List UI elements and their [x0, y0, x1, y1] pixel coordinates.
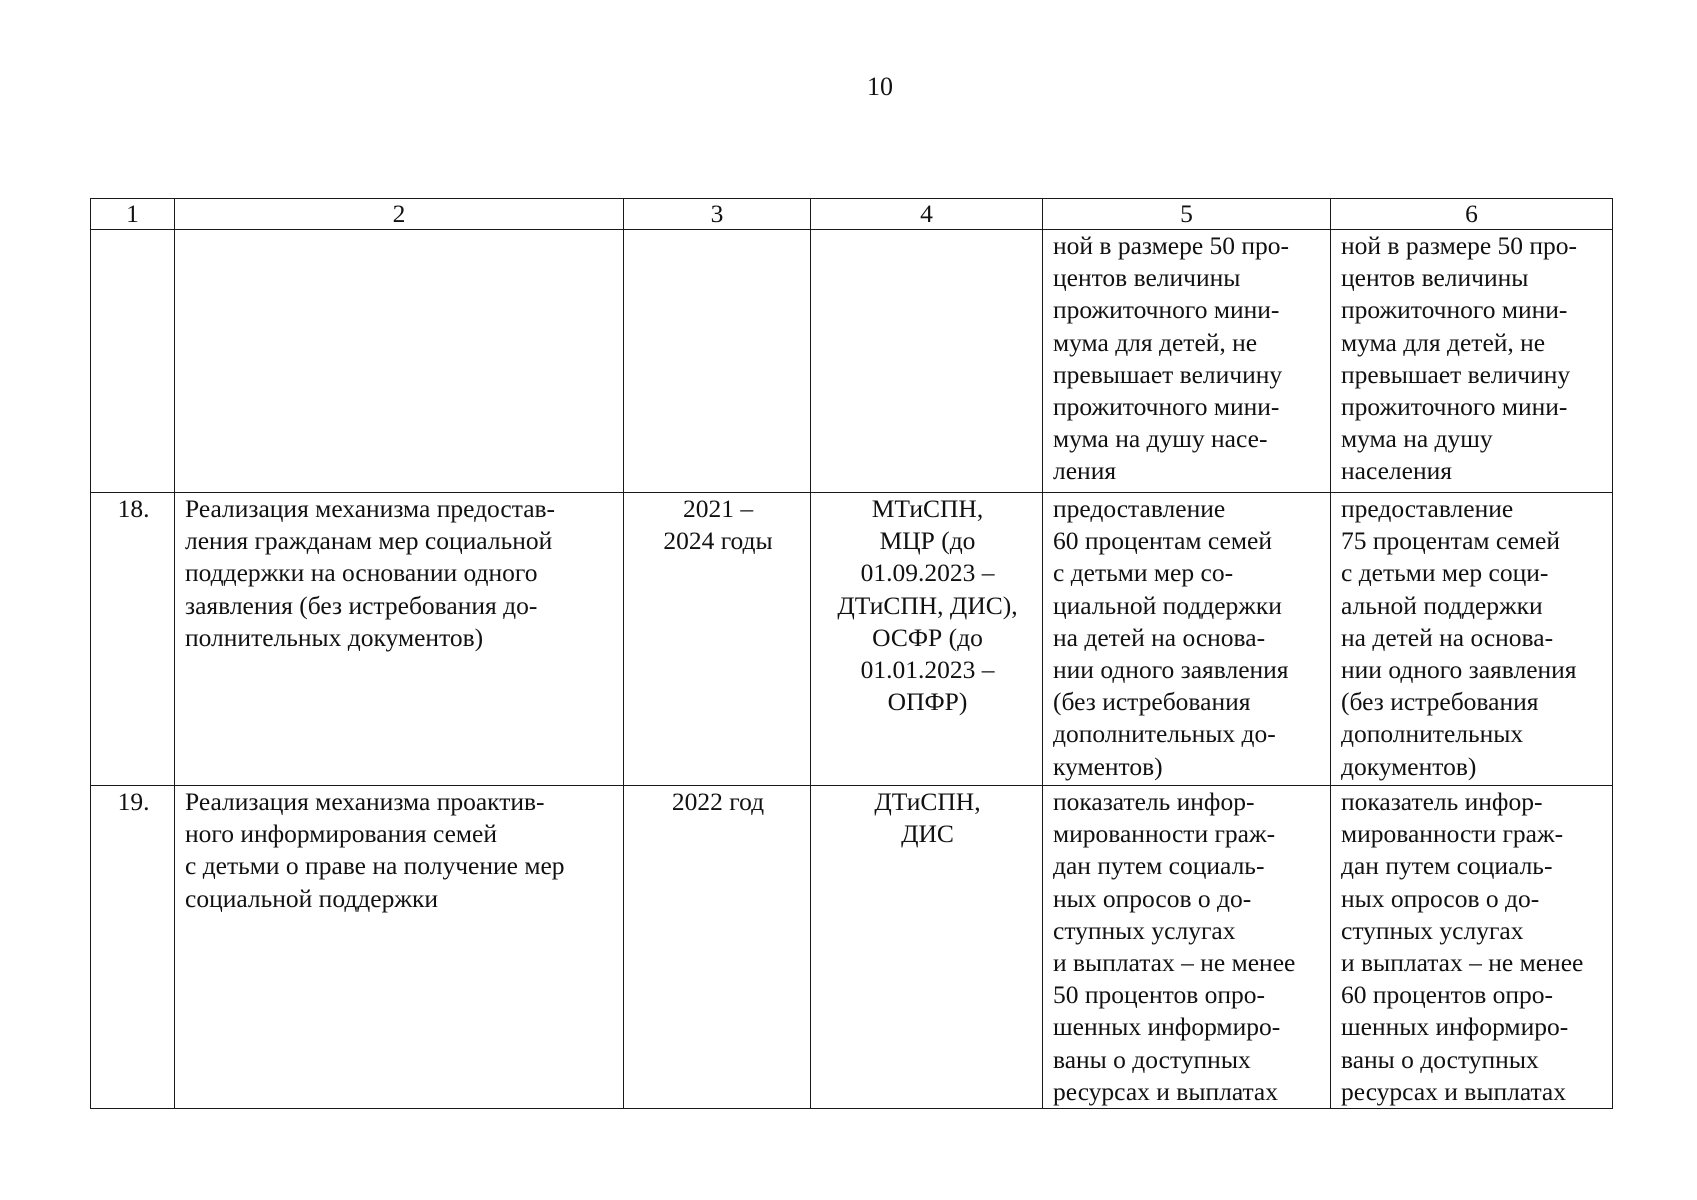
cell-text-line: (без истребования [1053, 687, 1251, 717]
cell-text-line: ной в размере 50 про- [1341, 231, 1578, 260]
cell-text-line: дан путем социаль- [1341, 851, 1553, 881]
cell-text-line: ных опросов о до- [1341, 883, 1540, 913]
cell-indicator-col5 [1043, 786, 1331, 1109]
cell-text-line: предоставление [1341, 494, 1514, 523]
cell-text-line: с детьми о праве на получение мер [185, 851, 565, 881]
cell-text-line: мированности граж- [1053, 819, 1276, 849]
cell-text-line: предоставление [1053, 494, 1226, 523]
cell-text-line: Реализация механизма проактив- [185, 787, 545, 816]
cell-indicator-col6 [1331, 786, 1613, 1109]
table-header-row [91, 199, 1613, 230]
cell-text-line: ОПФР) [887, 687, 968, 717]
cell-text-line: МЦР (до [879, 526, 976, 556]
column-number-2: 2 [175, 199, 624, 230]
cell-description [175, 493, 624, 786]
cell-indicator-col5 [1043, 493, 1331, 786]
cell-text-line: ДТиСПН, [874, 787, 981, 816]
cell-text-line: прожиточного мини- [1341, 295, 1568, 325]
cell-text-line: 2022 год [671, 787, 765, 816]
cell-text-line: показатель инфор- [1341, 787, 1543, 816]
column-number-5: 5 [1043, 199, 1331, 230]
cell-indicator-col6 [1331, 493, 1613, 786]
cell-text-line: мума на душу насе- [1053, 424, 1268, 454]
cell-text-line: центов величины [1053, 263, 1241, 293]
cell-text-line: МТиСПН, [871, 494, 984, 523]
cell-text-line: ного информирования семей [185, 819, 498, 849]
cell-text-line: шенных информиро- [1053, 1012, 1281, 1042]
cell-text-line: циальной поддержки [1053, 590, 1282, 620]
cell-text-line: и выплатах – не менее [1053, 948, 1296, 978]
cell-text-line: документов) [1341, 751, 1477, 781]
cell-text-line: 60 процентов опро- [1341, 980, 1553, 1010]
cell-executors [811, 493, 1043, 786]
cell-text-line: ступных услугах [1053, 915, 1236, 945]
cell-num [91, 230, 175, 493]
cell-text-line: дополнительных [1341, 719, 1524, 749]
cell-text-line: мума на душу [1341, 424, 1493, 454]
cell-executors [811, 786, 1043, 1109]
cell-text-line: ваны о доступных [1341, 1044, 1539, 1074]
table-row-continuation [91, 230, 1613, 493]
cell-executors [811, 230, 1043, 493]
cell-text-line: ДИС [901, 819, 954, 849]
cell-description [175, 230, 624, 493]
cell-text-line: 60 процентам семей [1053, 526, 1272, 556]
cell-text-line: прожиточного мини- [1341, 392, 1568, 422]
cell-text-line: с детьми мер со- [1053, 558, 1234, 588]
cell-text-line: заявления (без истребования до- [185, 590, 538, 620]
cell-text-line: кументов) [1053, 751, 1163, 781]
cell-text-line: ресурсах и выплатах [1053, 1076, 1279, 1106]
cell-text-line: превышает величину [1341, 359, 1571, 389]
cell-text-line: поддержки на основании одного [185, 558, 538, 588]
cell-text-line: нии одного заявления [1341, 655, 1577, 685]
cell-text-line: Реализация механизма предостав- [185, 494, 556, 523]
measures-table [90, 198, 1613, 1109]
cell-text-line: нии одного заявления [1053, 655, 1289, 685]
cell-text-line: ления гражданам мер социальной [185, 526, 553, 556]
cell-text-line: ресурсах и выплатах [1341, 1076, 1567, 1106]
cell-text-line: превышает величину [1053, 359, 1283, 389]
cell-period [624, 493, 811, 786]
cell-text-line: дополнительных до- [1053, 719, 1276, 749]
cell-text-line: 2024 годы [663, 526, 773, 556]
cell-text-line: шенных информиро- [1341, 1012, 1569, 1042]
column-number-1: 1 [91, 199, 175, 230]
page-number: 10 [867, 72, 893, 101]
cell-num: 19. [91, 786, 175, 1109]
column-number-6: 6 [1331, 199, 1613, 230]
cell-text-line: ной в размере 50 про- [1053, 231, 1290, 260]
cell-text-line: полнительных документов) [185, 622, 484, 652]
cell-text-line: ления [1053, 456, 1117, 486]
cell-text-line: ДТиСПН, ДИС), [837, 590, 1018, 620]
cell-text-line: на детей на основа- [1341, 622, 1554, 652]
cell-text-line: прожиточного мини- [1053, 295, 1280, 325]
cell-text-line: 01.09.2023 – [860, 558, 995, 588]
cell-text-line: дан путем социаль- [1053, 851, 1265, 881]
cell-text-line: 01.01.2023 – [860, 655, 995, 685]
cell-indicator-col5 [1043, 230, 1331, 493]
cell-text-line: и выплатах – не менее [1341, 948, 1584, 978]
table-row-18 [91, 493, 1613, 786]
table-row-19 [91, 786, 1613, 1109]
cell-text-line: прожиточного мини- [1053, 392, 1280, 422]
cell-text-line: (без истребования [1341, 687, 1539, 717]
cell-period [624, 786, 811, 1109]
cell-text-line: показатель инфор- [1053, 787, 1255, 816]
cell-text-line: мума для детей, не [1341, 327, 1546, 357]
cell-text-line: социальной поддержки [185, 883, 439, 913]
cell-indicator-col6 [1331, 230, 1613, 493]
cell-text-line: населения [1341, 456, 1452, 486]
cell-text-line: мированности граж- [1341, 819, 1564, 849]
cell-period [624, 230, 811, 493]
cell-num: 18. [91, 493, 175, 786]
cell-text-line: с детьми мер соци- [1341, 558, 1549, 588]
cell-text-line: ных опросов о до- [1053, 883, 1252, 913]
cell-text-line: ваны о доступных [1053, 1044, 1251, 1074]
column-number-3: 3 [624, 199, 811, 230]
cell-text-line: альной поддержки [1341, 590, 1543, 620]
cell-text-line: 50 процентов опро- [1053, 980, 1265, 1010]
cell-text-line: мума для детей, не [1053, 327, 1258, 357]
cell-text-line: ОСФР (до [872, 622, 983, 652]
cell-text-line: 75 процентам семей [1341, 526, 1560, 556]
cell-text-line: на детей на основа- [1053, 622, 1266, 652]
column-number-4: 4 [811, 199, 1043, 230]
cell-text-line: ступных услугах [1341, 915, 1524, 945]
cell-text-line: центов величины [1341, 263, 1529, 293]
cell-description [175, 786, 624, 1109]
cell-text-line: 2021 – [682, 494, 754, 523]
